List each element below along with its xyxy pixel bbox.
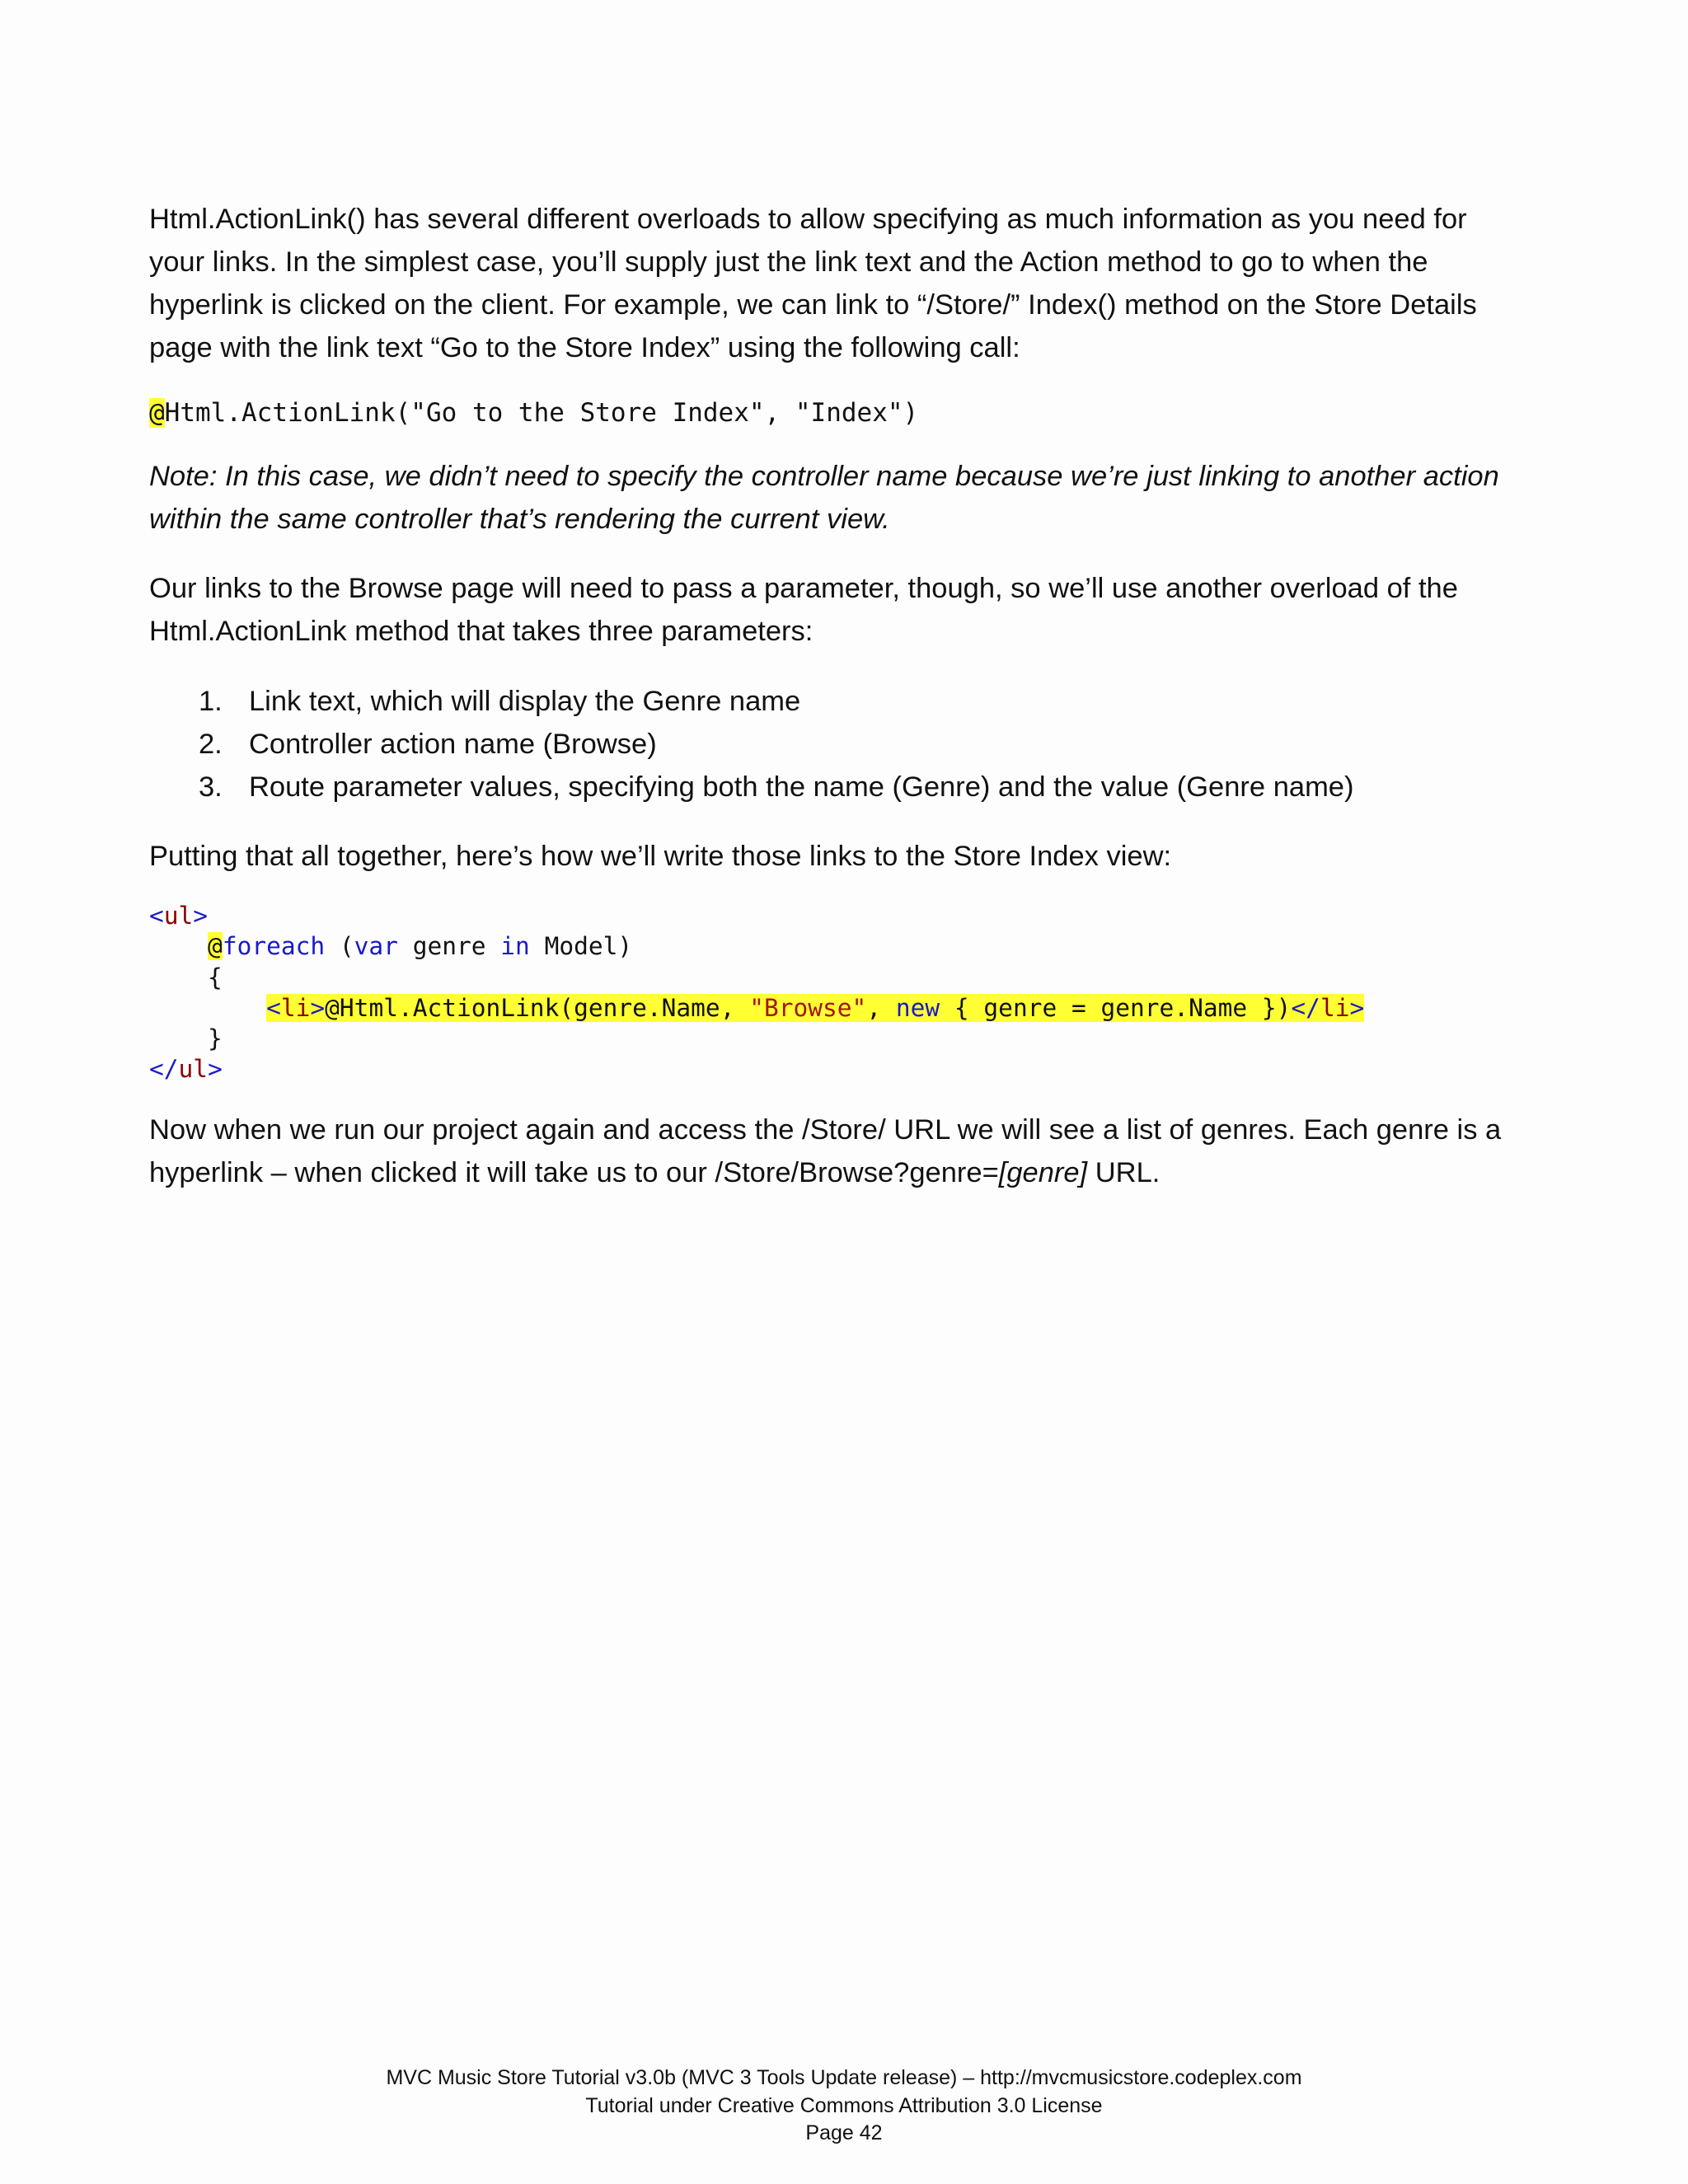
- page-body: [149, 198, 1517, 1194]
- list-text: Controller action name (Browse): [249, 729, 657, 760]
- inline-code-example: [149, 394, 1517, 432]
- list-number: 2.: [199, 729, 223, 760]
- code-line-ul-open: <ul>: [149, 902, 209, 930]
- razor-at-symbol: @: [208, 932, 223, 961]
- list-item: [149, 680, 1517, 723]
- together-paragraph: Putting that all together, here’s how we’ll write those links to the Store Index view:: [149, 841, 1172, 872]
- list-number: 3.: [199, 771, 223, 803]
- page-footer: [0, 2064, 1688, 2148]
- code-line-brace-open: {: [149, 963, 223, 991]
- code-block: [149, 901, 1517, 1085]
- code-line-li: [149, 994, 1364, 1022]
- list-text: Link text, which will display the Genre name: [249, 686, 801, 717]
- code-line-ul-close: </ul>: [149, 1055, 223, 1084]
- outro-paragraph: Now when we run our project again and access the /Store/ URL we will see a list of genres. Each genre is a hyperlink – when clicked it will take us to our /Store/Browse?genre=[genre] URL.: [149, 1113, 1502, 1188]
- parameter-list: [149, 680, 1517, 808]
- list-text: Route parameter values, specifying both the name (Genre) and the value (Genre name): [249, 771, 1354, 803]
- code-line-foreach: @foreach (var genre in Model): [208, 932, 633, 961]
- browse-paragraph: Our links to the Browse page will need to pass a parameter, though, so we’ll use another overload of the Html.ActionLink method that takes three parameters:: [149, 573, 1458, 647]
- list-item: [149, 766, 1517, 808]
- note-paragraph: Note: In this case, we didn’t need to specify the controller name because we’re just linking to another action within the same controller that’s rendering the current view.: [149, 461, 1499, 535]
- footer-page-number: Page 42: [805, 2121, 883, 2144]
- razor-at-symbol: @: [149, 398, 165, 428]
- footer-title: MVC Music Store Tutorial v3.0b (MVC 3 Tools Update release) – http://mvcmusicstore.codeplex.com: [386, 2066, 1302, 2089]
- code-line-brace-close: }: [149, 1024, 223, 1053]
- intro-paragraph: Html.ActionLink() has several different overloads to allow specifying as much information as you need for your links. In the simplest case, you’ll supply just the link text and the Action method to go to when the hyperlink is clicked on the client. For example, we can link to “/Store/” Index() method on the Store Details page with the link text “Go to the Store Index” using the following call:: [149, 204, 1477, 363]
- list-number: 1.: [199, 686, 223, 717]
- inline-code-text: Html.ActionLink("Go to the Store Index", "Index"): [164, 398, 919, 428]
- highlighted-code: <li>@Html.ActionLink(genre.Name, "Browse", new { genre = genre.Name })</li>: [266, 993, 1365, 1022]
- list-item: [149, 723, 1517, 766]
- footer-license: Tutorial under Creative Commons Attribution 3.0 License: [585, 2093, 1103, 2117]
- genre-placeholder: [genre]: [998, 1156, 1088, 1188]
